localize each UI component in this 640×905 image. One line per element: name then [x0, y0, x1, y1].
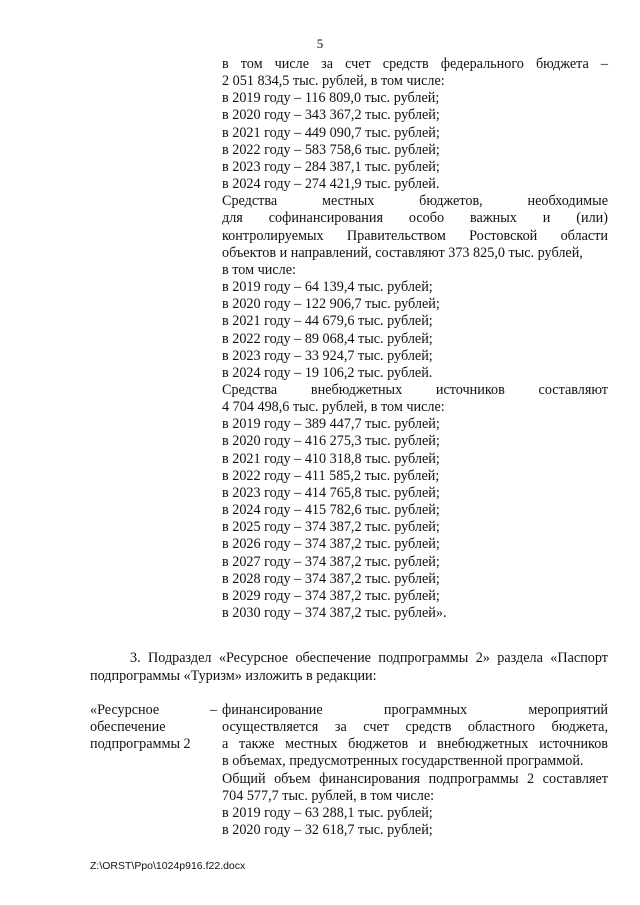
offbudget-year: в 2022 году – 411 585,2 тыс. рублей; — [222, 467, 440, 484]
label-line: обеспечение — [90, 719, 166, 736]
total-line-1: Общий объем финансирования подпрограммы 2 составляет — [222, 770, 608, 787]
label-line: «Ресурсное — [90, 702, 160, 718]
section-3-paragraph — [90, 650, 608, 685]
local-year: в 2019 году – 64 139,4 тыс. рублей; — [222, 279, 433, 296]
offbudget-year: в 2024 году – 415 782,6 тыс. рублей; — [222, 502, 440, 519]
federal-year: в 2024 году – 274 421,9 тыс. рублей. — [222, 176, 440, 193]
value-line: в объемах, предусмотренных государственной программой. — [222, 753, 584, 770]
offbudget-year: в 2021 году – 410 318,8 тыс. рублей; — [222, 450, 440, 467]
local-year: в 2022 году – 89 068,4 тыс. рублей; — [222, 330, 433, 347]
federal-line-2: 2 051 834,5 тыс. рублей, в том числе: — [222, 73, 445, 90]
table-dash: – — [210, 702, 218, 718]
table-year: в 2019 году – 63 288,1 тыс. рублей; — [222, 804, 433, 821]
section-3-line-2: подпрограммы «Туризм» изложить в редакции: — [90, 667, 377, 684]
table-year: в 2020 году – 32 618,7 тыс. рублей; — [222, 822, 433, 839]
offbudget-line-1: Средства внебюджетных источников составляют — [222, 381, 608, 398]
offbudget-year: в 2028 году – 374 387,2 тыс. рублей; — [222, 570, 440, 587]
total-line-2: 704 577,7 тыс. рублей, в том числе: — [222, 787, 435, 804]
local-line-1: Средства местных бюджетов, необходимые — [222, 193, 608, 210]
offbudget-year: в 2020 году – 416 275,3 тыс. рублей; — [222, 433, 440, 450]
federal-line-1: в том числе за счет средств федерального бюджета – — [222, 56, 608, 72]
federal-year: в 2021 году – 449 090,7 тыс. рублей; — [222, 124, 440, 141]
section-3-line-1: 3. Подраздел «Ресурсное обеспечение подпрограммы 2» раздела «Паспорт — [130, 650, 608, 666]
local-year: в 2024 году – 19 106,2 тыс. рублей. — [222, 364, 433, 381]
federal-year: в 2020 году – 343 367,2 тыс. рублей; — [222, 107, 440, 124]
local-line-4: объектов и направлений, составляют 373 825,0 тыс. рублей, — [222, 244, 583, 261]
value-line: финансирование программных мероприятий — [222, 702, 608, 718]
local-year: в 2021 году – 44 679,6 тыс. рублей; — [222, 313, 433, 330]
local-line-5: в том числе: — [222, 261, 296, 278]
page-number: 5 — [316, 36, 324, 51]
offbudget-year: в 2030 году – 374 387,2 тыс. рублей». — [222, 605, 447, 621]
local-line-2: для софинансирования особо важных и (или) — [222, 210, 608, 227]
offbudget-year: в 2027 году – 374 387,2 тыс. рублей; — [222, 553, 440, 570]
offbudget-year: в 2029 году – 374 387,2 тыс. рублей; — [222, 587, 440, 604]
local-line-3: контролируемых Правительством Ростовской области — [222, 227, 608, 244]
value-line: а также местных бюджетов и внебюджетных источников — [222, 736, 608, 753]
offbudget-year: в 2023 году – 414 765,8 тыс. рублей; — [222, 484, 440, 501]
resource-value — [222, 702, 608, 839]
offbudget-line-2: 4 704 498,6 тыс. рублей, в том числе: — [222, 399, 445, 416]
federal-year: в 2023 году – 284 387,1 тыс. рублей; — [222, 158, 440, 175]
offbudget-year: в 2026 году – 374 387,2 тыс. рублей; — [222, 536, 440, 553]
federal-year: в 2019 году – 116 809,0 тыс. рублей; — [222, 90, 440, 107]
label-line: подпрограммы 2 — [90, 736, 191, 753]
funding-column — [222, 56, 608, 622]
offbudget-year: в 2025 году – 374 387,2 тыс. рублей; — [222, 519, 440, 536]
local-year: в 2023 году – 33 924,7 тыс. рублей; — [222, 347, 433, 364]
value-line: осуществляется за счет средств областного бюджета, — [222, 719, 608, 736]
local-year: в 2020 году – 122 906,7 тыс. рублей; — [222, 296, 440, 313]
offbudget-year: в 2019 году – 389 447,7 тыс. рублей; — [222, 416, 440, 433]
federal-year: в 2022 году – 583 758,6 тыс. рублей; — [222, 141, 440, 158]
resource-label — [90, 702, 210, 753]
file-path-footer: Z:\ORST\Ppo\1024p916.f22.docx — [90, 860, 246, 872]
